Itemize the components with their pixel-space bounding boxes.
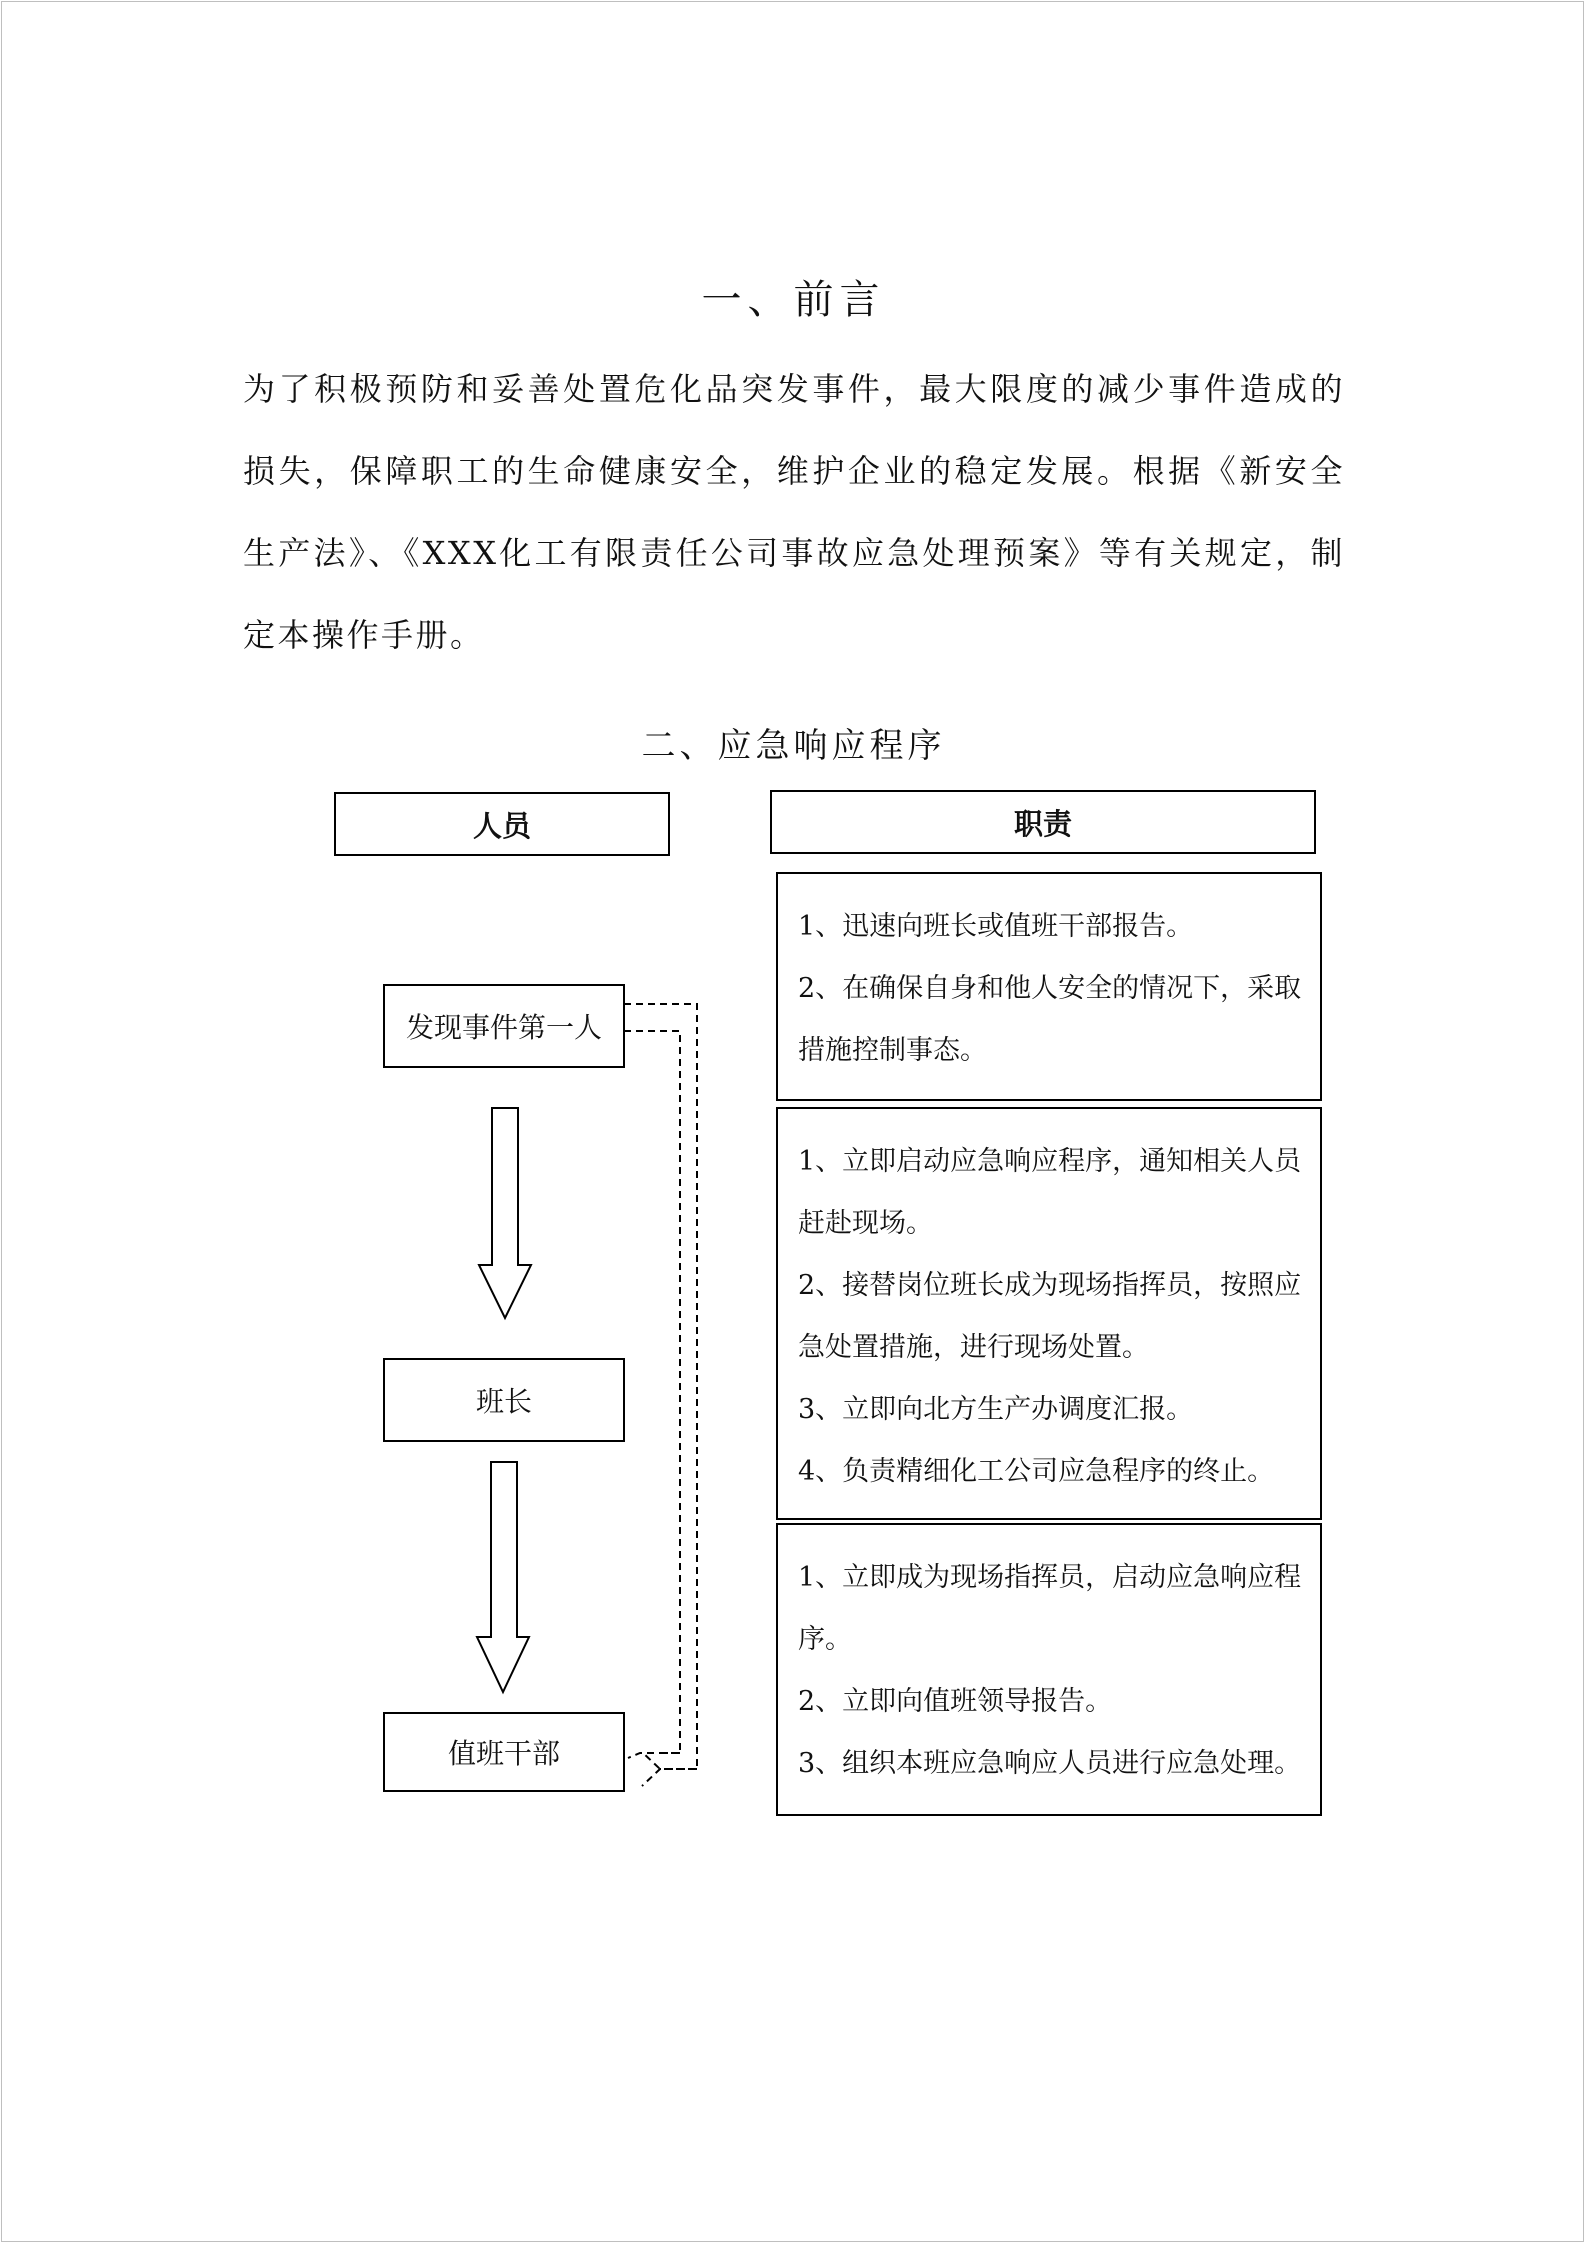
- duties-box-shift-leader: [776, 1107, 1322, 1520]
- duties-box-first-discoverer: [776, 872, 1322, 1101]
- duties-column-header: 职责: [770, 790, 1316, 854]
- duty-item: 3、立即向北方生产办调度汇报。: [798, 1394, 1194, 1425]
- duty-item: 1、立即启动应急响应程序，通知相关人员赶赴现场。: [798, 1146, 1302, 1239]
- duty-item: 4、负责精细化工公司应急程序的终止。: [798, 1456, 1275, 1487]
- down-arrow-2: [477, 1462, 529, 1692]
- duty-item: 2、立即向值班领导报告。: [798, 1686, 1113, 1717]
- section-heading-emergency-procedure: 二、应急响应程序: [641, 726, 946, 766]
- personnel-column-header: 人员: [334, 792, 670, 856]
- duty-item: 1、迅速向班长或值班干部报告。: [798, 911, 1194, 942]
- duty-item: 2、接替岗位班长成为现场指挥员，按照应急处置措施，进行现场处置。: [798, 1270, 1302, 1363]
- node-shift-leader: 班长: [383, 1358, 625, 1442]
- preface-paragraph: 为了积极预防和妥善处置危化品突发事件，最大限度的减少事件造成的损失，保障职工的生命健康安全，维护企业的稳定发展。根据《新安全生产法》、《XXX化工有限责任公司事故应急处理预案》等有关规定，制定本操作手册。: [243, 370, 1345, 654]
- dashed-bypass-arrow: [624, 1004, 697, 1786]
- node-duty-officer: 值班干部: [383, 1712, 625, 1792]
- duties-box-duty-officer: [776, 1523, 1322, 1816]
- down-arrow-1: [479, 1108, 531, 1318]
- duty-item: 3、组织本班应急响应人员进行应急处理。: [798, 1748, 1302, 1779]
- duty-item: 1、立即成为现场指挥员，启动应急响应程序。: [798, 1562, 1302, 1655]
- duty-item: 2、在确保自身和他人安全的情况下，采取措施控制事态。: [798, 973, 1302, 1066]
- node-first-discoverer: 发现事件第一人: [383, 984, 625, 1068]
- section-heading-preface: 一、前言: [701, 277, 886, 323]
